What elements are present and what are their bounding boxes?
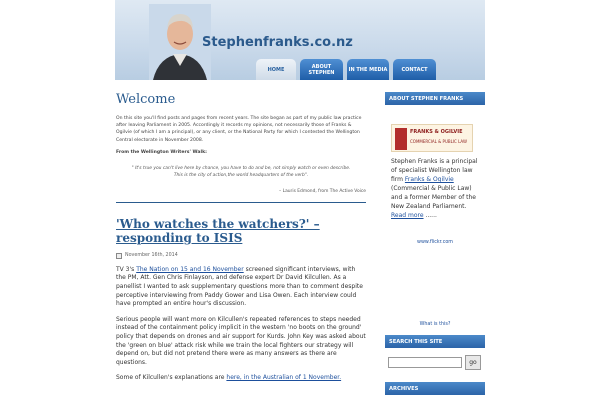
go-button[interactable]: go bbox=[465, 355, 481, 370]
tab-in-the-media[interactable]: IN THE MEDIA bbox=[347, 59, 389, 80]
tab-home[interactable]: HOME bbox=[256, 59, 296, 80]
franks-ogilvie-logo[interactable] bbox=[391, 124, 473, 152]
post-text: screened significant interviews, with the PM, Att. Gen Chris Finlayson, and defense expert Dr David Kilcullen. As a panellist I wanted to ask supplementary questions more than to comment despite perceptive interviewing from Paddy Gower and Lisa Owen. Each interview could have prompted an entire hour's discussion. bbox=[116, 265, 363, 308]
post-date-text: November 16th, 2014 bbox=[125, 253, 178, 259]
divider bbox=[116, 202, 366, 203]
post-text: TV 3's bbox=[116, 265, 137, 273]
welcome-intro: On this site you'll find posts and pages from recent years. The site began as part of my public law practice after leaving Parliament in 2005. Accordingly it records my opinions, not necessarily those of Franks & Ogilvie (of which I am a principal), or any client, or the National Party for which I contested the Wellington Central electorate in November 2008. bbox=[116, 116, 362, 143]
site-header bbox=[115, 0, 485, 80]
post-paragraph-3 bbox=[116, 374, 366, 383]
logo-mark bbox=[395, 128, 407, 150]
post-title[interactable]: 'Who watches the watchers?' – responding to ISIS bbox=[116, 216, 320, 245]
quote-text: " It's true you can't live here by chance, you have to do and be, not simply watch or even describe. This is the city of action,the world headquarters of the verb". bbox=[131, 165, 351, 178]
search-heading: SEARCH THIS SITE bbox=[385, 335, 485, 348]
post-text: Some of Kilcullen's explanations are bbox=[116, 374, 227, 382]
tab-contact[interactable]: CONTACT bbox=[393, 59, 436, 80]
about-text-part: Stephen Franks is a principal of specialist Wellington law firm bbox=[391, 158, 478, 183]
writers-walk-label: From the Wellington Writers' Walk: bbox=[116, 149, 207, 155]
flickr-link[interactable]: www.flickr.com bbox=[417, 240, 453, 245]
calendar-icon bbox=[116, 253, 122, 259]
post-paragraph-2: Serious people will want more on Kilcullen's repeated references to steps needed instead of the containment policy implicit in the western 'no boots on the ground' policy that depends on drones and air support for Kurds. John Key was asked about the 'green on blue' attack risk while we train the local fighters our strategy will depend on, but did not pretend there were as many answers as there are questions. bbox=[116, 315, 366, 366]
search-input[interactable] bbox=[388, 357, 462, 368]
quote-attribution: – Lauris Edmond, from The Active Voice bbox=[279, 188, 366, 194]
post-date bbox=[116, 253, 366, 259]
search-row bbox=[385, 355, 485, 370]
read-more-link[interactable]: Read more bbox=[391, 212, 424, 219]
nation-link[interactable]: The Nation on 15 and 16 November bbox=[136, 265, 244, 273]
archives-heading: ARCHIVES bbox=[385, 382, 485, 395]
post-body bbox=[116, 266, 366, 383]
post-paragraph-1 bbox=[116, 266, 366, 309]
logo-name: FRANKS & OGILVIE bbox=[410, 129, 463, 135]
about-text-part: ...... bbox=[423, 212, 437, 219]
tab-about-stephen[interactable]: ABOUT STEPHEN bbox=[300, 59, 343, 80]
site-title: Stephenfranks.co.nz bbox=[202, 35, 353, 50]
sidebar bbox=[385, 92, 485, 395]
main-nav bbox=[256, 59, 436, 80]
about-text bbox=[385, 157, 481, 220]
about-text-part: (Commercial & Public Law) and a former Member of the New Zealand Parliament. bbox=[391, 185, 476, 210]
welcome-title: Welcome bbox=[116, 92, 176, 107]
main-content bbox=[116, 92, 366, 383]
australian-link[interactable]: here, in the Australian of 1 November. bbox=[226, 374, 342, 382]
about-heading: ABOUT STEPHEN FRANKS bbox=[385, 92, 485, 105]
firm-link[interactable]: Franks & Ogilvie bbox=[404, 176, 454, 183]
logo-sub: COMMERCIAL & PUBLIC LAW bbox=[410, 139, 467, 144]
what-is-this-link[interactable]: What is this? bbox=[419, 322, 451, 327]
